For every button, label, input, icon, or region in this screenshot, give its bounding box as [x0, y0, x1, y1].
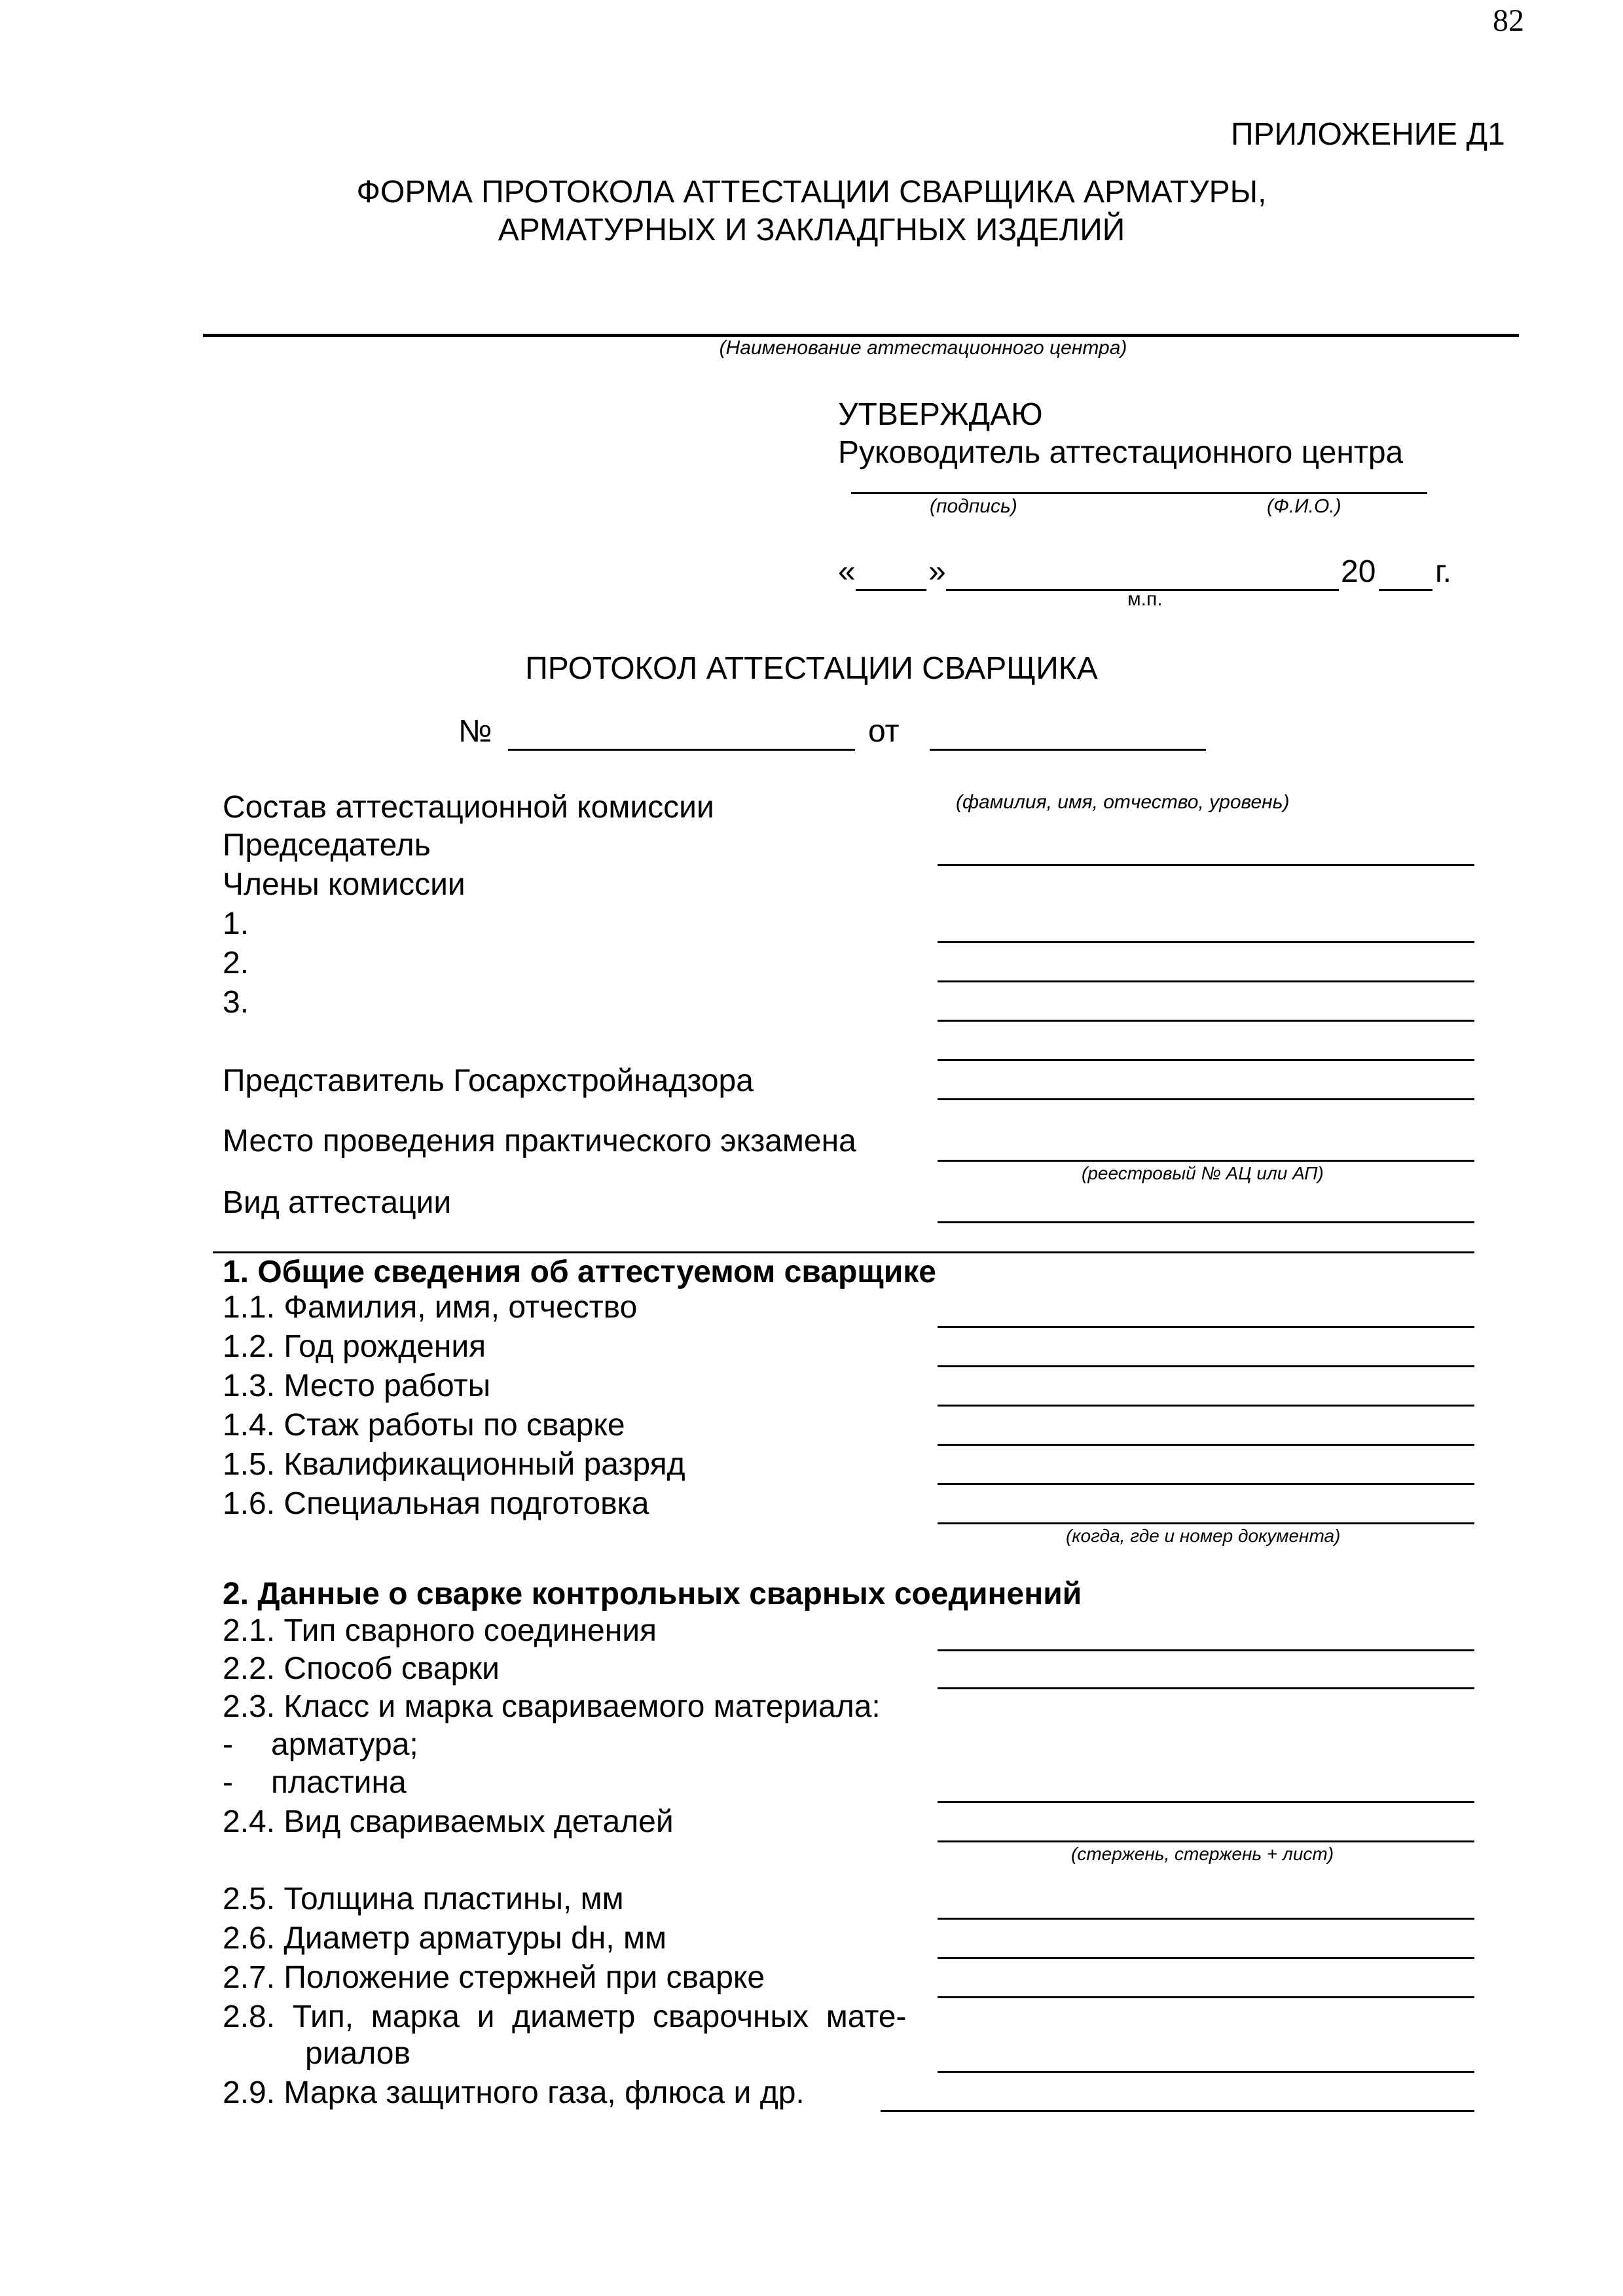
form-title-line1: ФОРМА ПРОТОКОЛА АТТЕСТАЦИИ СВАРЩИКА АРМАТУРЫ,	[356, 175, 1267, 209]
date-year-prefix: 20	[1341, 554, 1376, 589]
section-separator	[213, 1251, 1474, 1253]
commission-hint: (фамилия, имя, отчество, уровень)	[956, 791, 1290, 813]
commission-heading: Состав аттестационной комиссии	[223, 790, 714, 825]
item-1-1-label: 1.1. Фамилия, имя, отчество	[223, 1290, 638, 1325]
item-2-6-field[interactable]	[938, 1957, 1474, 1959]
page-number: 82	[1493, 3, 1524, 38]
signature-caption: (подпись)	[930, 495, 1017, 517]
item-1-1-field[interactable]	[938, 1326, 1474, 1328]
approve-subtitle: Руководитель аттестационного центра	[838, 435, 1404, 470]
member1-field[interactable]	[938, 941, 1474, 943]
item-2-1-label: 2.1. Тип сварного соединения	[223, 1613, 657, 1648]
item-1-5-field[interactable]	[938, 1483, 1474, 1485]
item-2-6-label: 2.6. Диаметр арматуры dн, мм	[223, 1921, 666, 1956]
item-1-6-label: 1.6. Специальная подготовка	[223, 1486, 649, 1521]
item-2-7-label: 2.7. Положение стержней при сварке	[223, 1960, 765, 1995]
item-2-3-dash2: -	[223, 1765, 233, 1800]
item-2-4-field[interactable]	[938, 1840, 1474, 1842]
item-2-7-field[interactable]	[938, 1996, 1474, 1998]
center-name-caption: (Наименование аттестационного центра)	[719, 337, 1127, 359]
item-2-4-hint: (стержень, стержень + лист)	[1071, 1844, 1334, 1864]
member2-field[interactable]	[938, 980, 1474, 982]
member3-label: 3.	[223, 985, 249, 1020]
item-1-4-field[interactable]	[938, 1444, 1474, 1446]
item-2-3-dash1: -	[223, 1727, 233, 1762]
seal-label: м.п.	[1127, 588, 1163, 610]
item-1-2-field[interactable]	[938, 1365, 1474, 1367]
item-2-5-label: 2.5. Толщина пластины, мм	[223, 1882, 624, 1916]
approve-title: УТВЕРЖДАЮ	[838, 397, 1043, 432]
representative-label: Представитель Госархстройнадзора	[223, 1064, 754, 1098]
appendix-label: ПРИЛОЖЕНИЕ Д1	[1231, 117, 1505, 152]
item-1-4-label: 1.4. Стаж работы по сварке	[223, 1408, 625, 1443]
date-day-line	[856, 589, 926, 591]
place-field[interactable]	[938, 1160, 1474, 1162]
item-1-2-label: 1.2. Год рождения	[223, 1329, 486, 1364]
item-2-3-label: 2.3. Класс и марка свариваемого материала:	[223, 1689, 881, 1724]
protocol-from-label: от	[868, 714, 900, 749]
date-quote-open: «	[838, 554, 856, 589]
attestation-type-field[interactable]	[938, 1221, 1474, 1223]
item-2-2-field[interactable]	[938, 1687, 1474, 1689]
fio-caption: (Ф.И.О.)	[1267, 495, 1341, 517]
protocol-number-field[interactable]	[508, 749, 855, 751]
attestation-type-label: Вид аттестации	[223, 1185, 452, 1220]
section1-title: 1. Общие сведения об аттестуемом сварщике	[223, 1255, 936, 1289]
item-1-6-field[interactable]	[938, 1522, 1474, 1524]
item-1-3-label: 1.3. Место работы	[223, 1369, 491, 1403]
item-2-8-label-line1: 2.8. Тип, марка и диаметр сварочных мате-	[223, 2000, 907, 2034]
item-2-3-sub2-label: пластина	[271, 1765, 407, 1800]
section2-title: 2. Данные о сварке контрольных сварных соединений	[223, 1577, 1082, 1611]
item-2-9-field[interactable]	[881, 2110, 1474, 2112]
item-2-1-field[interactable]	[938, 1649, 1474, 1651]
form-title-line2: АРМАТУРНЫХ И ЗАКЛАДГНЫХ ИЗДЕЛИЙ	[498, 213, 1125, 247]
member3-field[interactable]	[938, 1020, 1474, 1022]
protocol-title: ПРОТОКОЛ АТТЕСТАЦИИ СВАРЩИКА	[525, 651, 1098, 686]
section1-hint: (когда, где и номер документа)	[1066, 1526, 1341, 1546]
place-label: Место проведения практического экзамена	[223, 1124, 856, 1158]
chairman-field[interactable]	[938, 864, 1474, 866]
place-hint: (реестровый № АЦ или АП)	[1082, 1163, 1324, 1183]
signature-line	[851, 492, 1427, 494]
representative-field[interactable]	[938, 1098, 1474, 1100]
date-year-line	[1379, 589, 1432, 591]
chairman-label: Председатель	[223, 828, 431, 863]
item-2-8-label-line2: риалов	[305, 2036, 410, 2071]
item-2-2-label: 2.2. Способ сварки	[223, 1651, 500, 1686]
item-2-8-field[interactable]	[938, 2071, 1474, 2073]
member-extra-field[interactable]	[938, 1059, 1474, 1061]
item-1-3-field[interactable]	[938, 1405, 1474, 1407]
date-quote-close: »	[928, 554, 946, 589]
member1-label: 1.	[223, 906, 249, 941]
item-1-5-label: 1.5. Квалификационный разряд	[223, 1447, 685, 1482]
members-label: Члены комиссии	[223, 867, 465, 902]
item-2-3-sub2-field[interactable]	[938, 1801, 1474, 1803]
item-2-3-sub1-label: арматура;	[271, 1727, 418, 1762]
item-2-4-label: 2.4. Вид свариваемых деталей	[223, 1804, 674, 1839]
date-year-suffix: г.	[1435, 554, 1451, 589]
item-2-9-label: 2.9. Марка защитного газа, флюса и др.	[223, 2075, 805, 2110]
item-2-5-field[interactable]	[938, 1918, 1474, 1920]
member2-label: 2.	[223, 946, 249, 980]
protocol-number-label: №	[458, 714, 492, 749]
protocol-date-field[interactable]	[930, 749, 1206, 751]
